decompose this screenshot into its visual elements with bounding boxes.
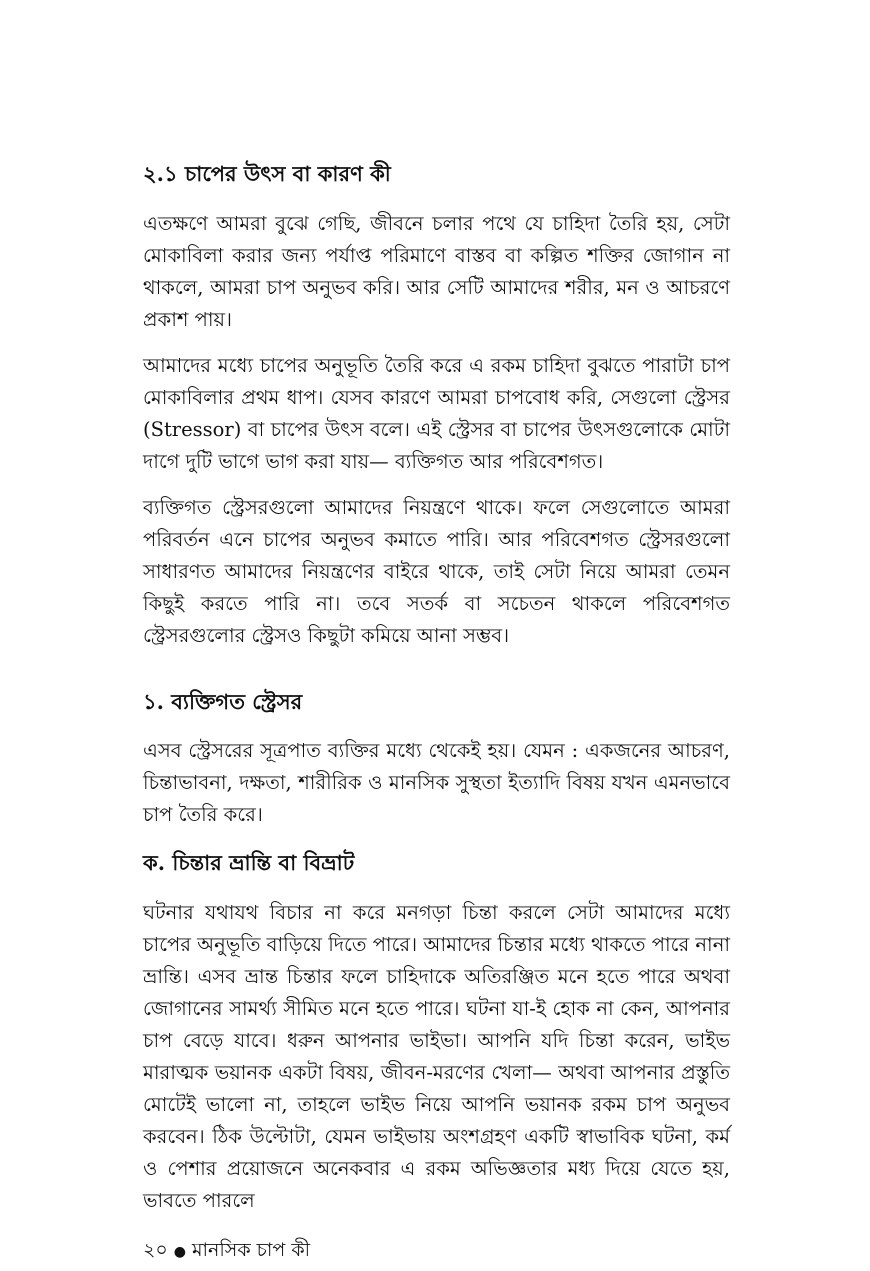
paragraph: আমাদের মধ্যে চাপের অনুভূতি তৈরি করে এ রকম চাহিদা বুঝতে পারাটা চাপ মোকাবিলার প্রথম ধাপ। যেসব কারণে আমরা চাপবোধ করি, সেগুলো স্ট্রেসর (Stressor) বা চাপের উৎস বলে। এই স্ট্রেসর বা চাপের উৎসগুলোকে মোটা দাগে দুটি ভাগে ভাগ করা যায়— ব্যক্তিগত আর পরিবেশগত। [143, 353, 730, 473]
bullet-icon: ● [173, 1244, 186, 1260]
paragraph: ব্যক্তিগত স্ট্রেসরগুলো আমাদের নিয়ন্ত্রণে থাকে। ফলে সেগুলোতে আমরা পরিবর্তন এনে চাপের অনুভব কমাতে পারি। আর পরিবেশগত স্ট্রেসরগুলো সাধারণত আমাদের নিয়ন্ত্রণের বাইরে থাকে, তাই সেটা নিয়ে আমরা তেমন কিছুই করতে পারি না। তবে সতর্ক বা সচেতন থাকলে পরিবেশগত স্ট্রেসরগুলোর স্ট্রেসও কিছুটা কমিয়ে আনা সম্ভব। [143, 495, 730, 647]
page-number: ২০ [143, 1239, 168, 1261]
page-footer [143, 1236, 310, 1268]
book-title: মানসিক চাপ কী [191, 1239, 311, 1261]
subheading-personal-stressor: ১. ব্যক্তিগত স্ট্রেসর [143, 688, 303, 714]
subheading-thinking-errors: ক. চিন্তার ভ্রান্তি বা বিভ্রাট [143, 850, 355, 875]
page-content [143, 158, 730, 1231]
paragraph: এসব স্ট্রেসরের সূত্রপাত ব্যক্তির মধ্যে থেকেই হয়। যেমন : একজনের আচরণ, চিন্তাভাবনা, দক্ষতা, শারীরিক ও মানসিক সুস্থতা ইত্যাদি বিষয় যখন এমনভাবে চাপ তৈরি করে। [143, 739, 730, 826]
section-heading: ২.১ চাপের উৎস বা কারণ কী [143, 161, 391, 186]
paragraph: এতক্ষণে আমরা বুঝে গেছি, জীবনে চলার পথে যে চাহিদা তৈরি হয়, সেটা মোকাবিলা করার জন্য পর্যাপ্ত পরিমাণে বাস্তব বা কল্পিত শক্তির জোগান না থাকলে, আমরা চাপ অনুভব করি। আর সেটি আমাদের শরীর, মন ও আচরণে প্রকাশ পায়। [143, 211, 730, 331]
paragraph: ঘটনার যথাযথ বিচার না করে মনগড়া চিন্তা করলে সেটা আমাদের মধ্যে চাপের অনুভূতি বাড়িয়ে দিতে পারে। আমাদের চিন্তার মধ্যে থাকতে পারে নানা ভ্রান্তি। এসব ভ্রান্ত চিন্তার ফলে চাহিদাকে অতিরঞ্জিত মনে হতে পারে অথবা জোগানের সামর্থ্য সীমিত মনে হতে পারে। ঘটনা যা-ই হোক না কেন, আপনার চাপ বেড়ে যাবে। ধরুন আপনার ভাইভা। আপনি যদি চিন্তা করেন, ভাইভ মারাত্মক ভয়ানক একটা বিষয়, জীবন-মরণের খেলা— অথবা আপনার প্রস্তুতি মোটেই ভালো না, তাহলে ভাইভ নিয়ে আপনি ভয়ানক রকম চাপ অনুভব করবেন। ঠিক উল্টোটা, যেমন ভাইভায় অংশগ্রহণ একটি স্বাভাবিক ঘটনা, কর্ম ও পেশার প্রয়োজনে অনেকবার এ রকম অভিজ্ঞতার মধ্য দিয়ে যেতে হয়, ভাবতে পারলে [143, 900, 730, 1212]
